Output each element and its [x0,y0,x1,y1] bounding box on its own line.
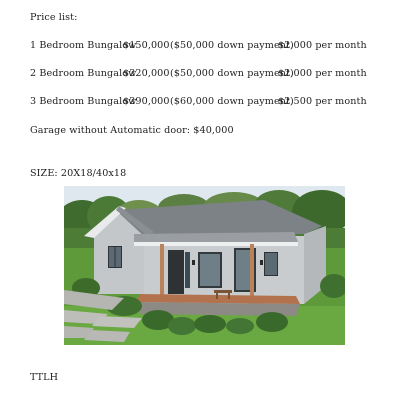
down-payment: ($50,000 down payment) [170,68,294,79]
price-row-2-bedroom [30,68,400,82]
footer-text: TTLH [30,372,59,383]
bungalow-illustration [64,186,345,345]
bungalow-name: 1 Bedroom Bungalow [30,40,137,51]
down-payment: ($50,000 down payment) [170,40,294,51]
monthly-payment: $2,000 per month [278,40,367,51]
monthly-payment: $2,500 per month [278,96,367,107]
size-note: SIZE: 20X18/40x18 [30,168,127,179]
down-payment: ($60,000 down payment) [170,96,294,107]
bungalow-price: $150,000 [123,40,170,51]
bungalow-photo [64,186,345,345]
bungalow-name: 3 Bedroom Bungalow [30,96,137,107]
monthly-payment: $2,000 per month [278,68,367,79]
bungalow-price: $290,000 [123,96,170,107]
bungalow-price: $220,000 [123,68,170,79]
bungalow-name: 2 Bedroom Bungalow [30,68,137,79]
price-row-3-bedroom [30,96,400,110]
price-list-title: Price list: [30,12,78,23]
garage-note: Garage without Automatic door: $40,000 [30,125,234,136]
price-row-1-bedroom [30,40,400,54]
